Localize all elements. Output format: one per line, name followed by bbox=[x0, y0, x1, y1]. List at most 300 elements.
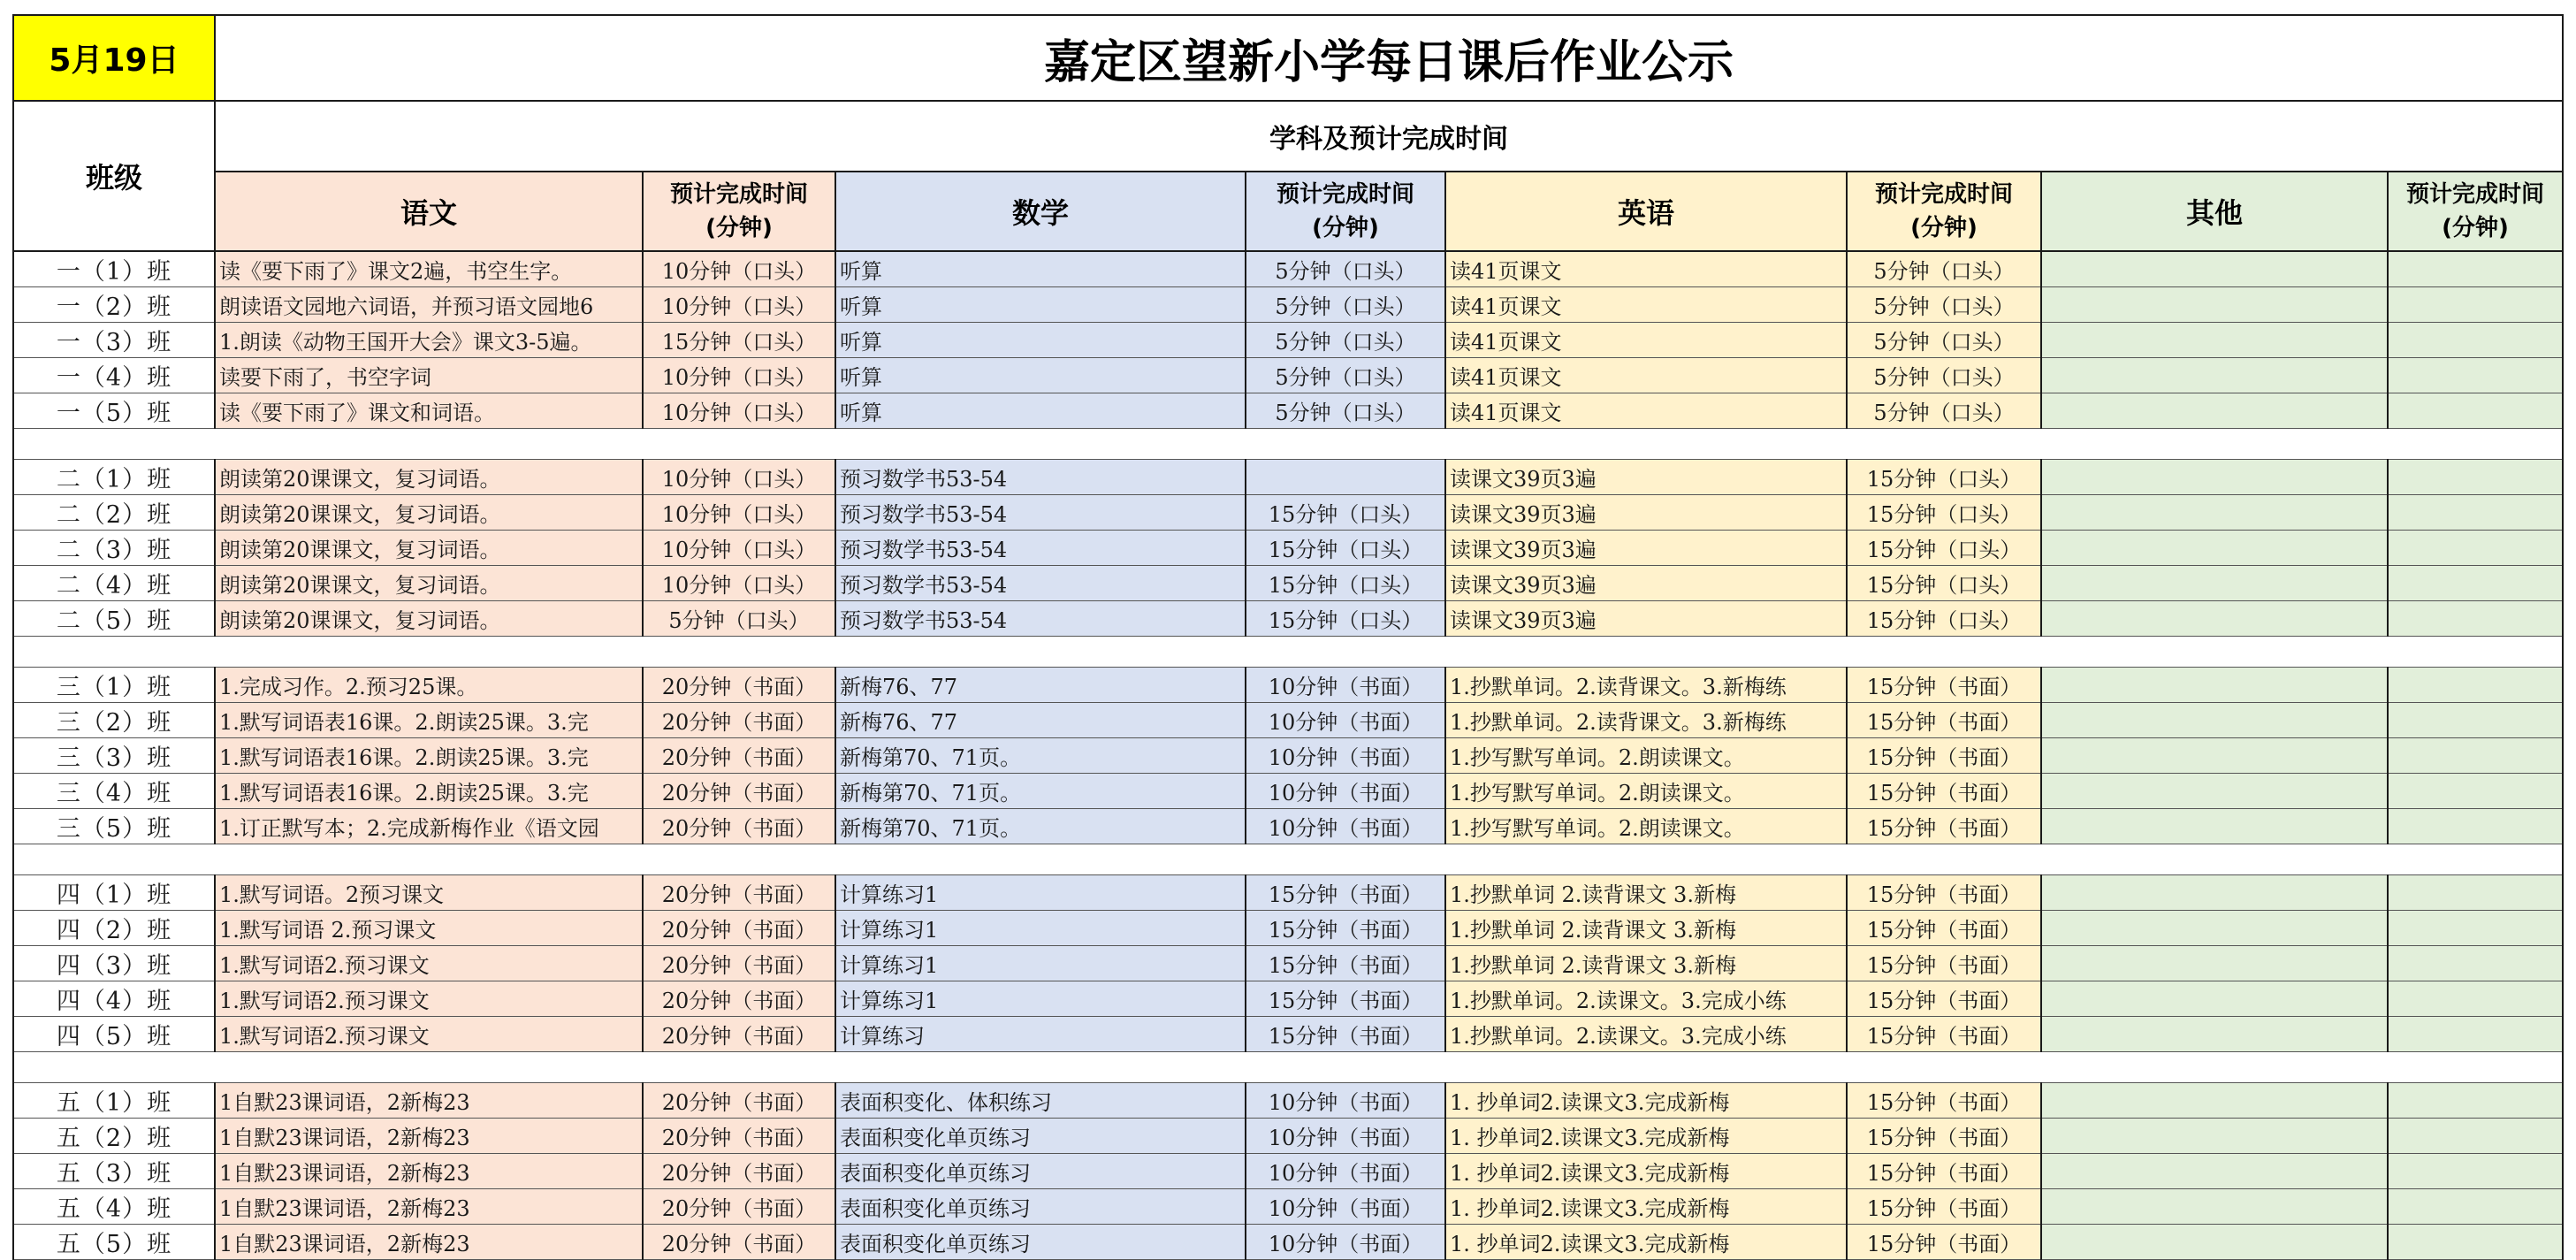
english-time-cell: 15分钟（书面） bbox=[1847, 738, 2041, 774]
chinese-homework-cell: 1自默23课词语，2新梅23 bbox=[215, 1083, 643, 1119]
english-homework-cell: 1.抄默单词 2.读背课文 3.新梅 bbox=[1445, 911, 1847, 946]
table-body bbox=[13, 251, 2563, 1260]
other-homework-cell bbox=[2041, 1225, 2388, 1260]
chinese-homework-cell: 1.完成习作。2.预习25课。 bbox=[215, 668, 643, 703]
chinese-time-cell: 10分钟（口头） bbox=[643, 358, 835, 393]
separator-cell bbox=[1445, 1052, 1847, 1083]
math-time-cell: 10分钟（书面） bbox=[1246, 1119, 1445, 1154]
separator-cell bbox=[215, 429, 643, 460]
math-homework-cell: 计算练习1 bbox=[835, 911, 1246, 946]
math-time-cell: 15分钟（口头） bbox=[1246, 566, 1445, 601]
english-time-cell: 5分钟（口头） bbox=[1847, 393, 2041, 429]
table-row bbox=[13, 1083, 2563, 1119]
separator-cell bbox=[1246, 844, 1445, 875]
table-row bbox=[13, 566, 2563, 601]
english-homework-cell: 读课文39页3遍 bbox=[1445, 601, 1847, 637]
class-cell: 三（1）班 bbox=[13, 668, 215, 703]
math-homework-cell: 预习数学书53-54 bbox=[835, 460, 1246, 495]
grade-separator-row bbox=[13, 1052, 2563, 1083]
other-time-cell bbox=[2388, 1119, 2563, 1154]
class-cell: 三（3）班 bbox=[13, 738, 215, 774]
class-cell: 二（1）班 bbox=[13, 460, 215, 495]
english-homework-cell: 1.抄写默写单词。2.朗读课文。 bbox=[1445, 774, 1847, 809]
math-homework-cell: 计算练习1 bbox=[835, 875, 1246, 911]
separator-cell bbox=[1445, 429, 1847, 460]
math-time-cell: 5分钟（口头） bbox=[1246, 393, 1445, 429]
class-cell: 一（1）班 bbox=[13, 251, 215, 287]
chinese-time-cell: 20分钟（书面） bbox=[643, 946, 835, 981]
other-homework-cell bbox=[2041, 601, 2388, 637]
english-time-cell: 15分钟（书面） bbox=[1847, 1154, 2041, 1189]
separator-cell bbox=[1847, 844, 2041, 875]
other-time-cell bbox=[2388, 495, 2563, 531]
time-header-line1: 预计完成时间 bbox=[669, 181, 808, 208]
table-row bbox=[13, 1119, 2563, 1154]
chinese-homework-cell: 1.默写词语 2.预习课文 bbox=[215, 911, 643, 946]
class-cell: 四（4）班 bbox=[13, 981, 215, 1017]
other-homework-cell bbox=[2041, 809, 2388, 844]
chinese-homework-cell: 1自默23课词语，2新梅23 bbox=[215, 1119, 643, 1154]
separator-cell bbox=[1445, 637, 1847, 668]
grade-separator-row bbox=[13, 844, 2563, 875]
math-time-cell: 15分钟（书面） bbox=[1246, 946, 1445, 981]
english-homework-cell: 1. 抄单词2.读课文3.完成新梅 bbox=[1445, 1154, 1847, 1189]
math-time-cell: 15分钟（书面） bbox=[1246, 911, 1445, 946]
math-time-cell: 10分钟（书面） bbox=[1246, 1083, 1445, 1119]
chinese-homework-cell: 1.默写词语2.预习课文 bbox=[215, 981, 643, 1017]
english-homework-cell: 1.抄写默写单词。2.朗读课文。 bbox=[1445, 809, 1847, 844]
class-cell: 三（4）班 bbox=[13, 774, 215, 809]
english-time-cell: 15分钟（口头） bbox=[1847, 495, 2041, 531]
separator-cell bbox=[835, 1052, 1246, 1083]
class-cell: 四（5）班 bbox=[13, 1017, 215, 1052]
english-time-cell: 15分钟（书面） bbox=[1847, 809, 2041, 844]
other-homework-cell bbox=[2041, 495, 2388, 531]
chinese-homework-cell: 朗读第20课课文，复习词语。 bbox=[215, 460, 643, 495]
other-time-cell bbox=[2388, 946, 2563, 981]
class-cell: 五（1）班 bbox=[13, 1083, 215, 1119]
separator-cell bbox=[215, 637, 643, 668]
math-homework-cell: 计算练习1 bbox=[835, 946, 1246, 981]
chinese-homework-cell: 1.默写词语表16课。2.朗读25课。3.完 bbox=[215, 738, 643, 774]
table-row bbox=[13, 1189, 2563, 1225]
chinese-homework-cell: 1.默写词语2.预习课文 bbox=[215, 1017, 643, 1052]
chinese-time-cell: 20分钟（书面） bbox=[643, 668, 835, 703]
chinese-time-cell: 10分钟（口头） bbox=[643, 393, 835, 429]
separator-cell bbox=[2041, 429, 2388, 460]
separator-cell bbox=[835, 844, 1246, 875]
math-time-cell: 10分钟（书面） bbox=[1246, 668, 1445, 703]
other-time-cell bbox=[2388, 809, 2563, 844]
other-homework-cell bbox=[2041, 566, 2388, 601]
english-homework-cell: 1. 抄单词2.读课文3.完成新梅 bbox=[1445, 1189, 1847, 1225]
time-header-line2: (分钟) bbox=[705, 215, 773, 241]
math-homework-cell: 听算 bbox=[835, 287, 1246, 323]
other-homework-cell bbox=[2041, 531, 2388, 566]
table-row bbox=[13, 911, 2563, 946]
math-time-cell: 15分钟（书面） bbox=[1246, 981, 1445, 1017]
table-row bbox=[13, 668, 2563, 703]
other-homework-cell bbox=[2041, 875, 2388, 911]
chinese-homework-cell: 1.默写词语2.预习课文 bbox=[215, 946, 643, 981]
class-cell: 二（3）班 bbox=[13, 531, 215, 566]
separator-cell bbox=[1246, 1052, 1445, 1083]
math-homework-cell: 新梅第70、71页。 bbox=[835, 774, 1246, 809]
english-time-cell: 15分钟（书面） bbox=[1847, 1189, 2041, 1225]
other-homework-cell bbox=[2041, 1017, 2388, 1052]
math-time-cell: 10分钟（书面） bbox=[1246, 1154, 1445, 1189]
chinese-time-cell: 20分钟（书面） bbox=[643, 809, 835, 844]
class-cell: 三（5）班 bbox=[13, 809, 215, 844]
english-time-cell: 5分钟（口头） bbox=[1847, 251, 2041, 287]
english-time-cell: 15分钟（书面） bbox=[1847, 668, 2041, 703]
math-homework-cell: 表面积变化单页练习 bbox=[835, 1225, 1246, 1260]
math-homework-cell: 表面积变化单页练习 bbox=[835, 1189, 1246, 1225]
math-time-cell bbox=[1246, 460, 1445, 495]
other-homework-cell bbox=[2041, 251, 2388, 287]
english-homework-cell: 读课文39页3遍 bbox=[1445, 566, 1847, 601]
math-homework-cell: 表面积变化单页练习 bbox=[835, 1154, 1246, 1189]
chinese-time-cell: 5分钟（口头） bbox=[643, 601, 835, 637]
other-time-cell bbox=[2388, 1189, 2563, 1225]
separator-cell bbox=[643, 844, 835, 875]
separator-cell bbox=[1847, 1052, 2041, 1083]
grade-separator-row bbox=[13, 637, 2563, 668]
chinese-time-cell: 20分钟（书面） bbox=[643, 1017, 835, 1052]
time-header-line1: 预计完成时间 bbox=[1874, 181, 2013, 208]
chinese-time-cell: 20分钟（书面） bbox=[643, 911, 835, 946]
math-homework-cell: 预习数学书53-54 bbox=[835, 495, 1246, 531]
chinese-time-cell: 15分钟（口头） bbox=[643, 323, 835, 358]
math-homework-cell: 新梅76、77 bbox=[835, 703, 1246, 738]
math-time-cell: 5分钟（口头） bbox=[1246, 358, 1445, 393]
english-time-cell: 15分钟（书面） bbox=[1847, 911, 2041, 946]
english-time-cell: 5分钟（口头） bbox=[1847, 323, 2041, 358]
chinese-homework-cell: 朗读第20课课文，复习词语。 bbox=[215, 566, 643, 601]
other-homework-cell bbox=[2041, 668, 2388, 703]
other-time-cell bbox=[2388, 358, 2563, 393]
math-homework-cell: 听算 bbox=[835, 358, 1246, 393]
english-time-cell: 15分钟（书面） bbox=[1847, 1225, 2041, 1260]
other-time-cell bbox=[2388, 460, 2563, 495]
separator-cell bbox=[1847, 429, 2041, 460]
separator-cell bbox=[215, 1052, 643, 1083]
separator-cell bbox=[2388, 844, 2563, 875]
english-homework-cell: 1.抄默单词。2.读课文。3.完成小练 bbox=[1445, 1017, 1847, 1052]
english-time-cell: 15分钟（口头） bbox=[1847, 531, 2041, 566]
table-row bbox=[13, 287, 2563, 323]
chinese-time-cell: 20分钟（书面） bbox=[643, 774, 835, 809]
separator-cell bbox=[643, 429, 835, 460]
other-time-cell bbox=[2388, 875, 2563, 911]
math-homework-cell: 听算 bbox=[835, 323, 1246, 358]
separator-cell bbox=[1246, 637, 1445, 668]
class-cell: 四（1）班 bbox=[13, 875, 215, 911]
time-header-line2: (分钟) bbox=[1312, 215, 1379, 241]
english-time-cell: 15分钟（口头） bbox=[1847, 460, 2041, 495]
other-homework-cell bbox=[2041, 460, 2388, 495]
chinese-homework-cell: 1.订正默写本；2.完成新梅作业《语文园 bbox=[215, 809, 643, 844]
math-homework-cell: 预习数学书53-54 bbox=[835, 601, 1246, 637]
separator-cell bbox=[2388, 429, 2563, 460]
english-time-cell: 5分钟（口头） bbox=[1847, 287, 2041, 323]
english-homework-cell: 1.抄默单词。2.读背课文。3.新梅练 bbox=[1445, 703, 1847, 738]
other-time-cell bbox=[2388, 287, 2563, 323]
table-row bbox=[13, 703, 2563, 738]
english-time-cell: 15分钟（书面） bbox=[1847, 703, 2041, 738]
table-row bbox=[13, 358, 2563, 393]
table-row bbox=[13, 393, 2563, 429]
chinese-time-cell: 20分钟（书面） bbox=[643, 981, 835, 1017]
math-time-cell: 5分钟（口头） bbox=[1246, 323, 1445, 358]
math-homework-cell: 新梅第70、71页。 bbox=[835, 809, 1246, 844]
other-homework-cell bbox=[2041, 738, 2388, 774]
math-time-cell: 10分钟（书面） bbox=[1246, 703, 1445, 738]
english-homework-cell: 读41页课文 bbox=[1445, 323, 1847, 358]
time-header-line2: (分钟) bbox=[1910, 215, 1978, 241]
english-homework-cell: 读41页课文 bbox=[1445, 251, 1847, 287]
english-homework-cell: 1. 抄单词2.读课文3.完成新梅 bbox=[1445, 1225, 1847, 1260]
math-time-cell: 15分钟（口头） bbox=[1246, 531, 1445, 566]
math-homework-cell: 表面积变化、体积练习 bbox=[835, 1083, 1246, 1119]
separator-cell bbox=[1445, 844, 1847, 875]
separator-cell bbox=[215, 844, 643, 875]
class-cell: 二（4）班 bbox=[13, 566, 215, 601]
table-row bbox=[13, 251, 2563, 287]
other-time-cell bbox=[2388, 1017, 2563, 1052]
time-header-line1: 预计完成时间 bbox=[2406, 181, 2545, 208]
math-time-cell: 10分钟（书面） bbox=[1246, 774, 1445, 809]
english-time-cell: 15分钟（口头） bbox=[1847, 566, 2041, 601]
chinese-homework-cell: 读《要下雨了》课文和词语。 bbox=[215, 393, 643, 429]
english-homework-cell: 1. 抄单词2.读课文3.完成新梅 bbox=[1445, 1119, 1847, 1154]
english-homework-cell: 1.抄默单词。2.读背课文。3.新梅练 bbox=[1445, 668, 1847, 703]
homework-table bbox=[12, 14, 2564, 1260]
english-homework-cell: 读课文39页3遍 bbox=[1445, 460, 1847, 495]
chinese-homework-cell: 1.默写词语。2预习课文 bbox=[215, 875, 643, 911]
chinese-homework-cell: 朗读第20课课文，复习词语。 bbox=[215, 495, 643, 531]
chinese-time-cell: 20分钟（书面） bbox=[643, 1225, 835, 1260]
other-time-cell bbox=[2388, 566, 2563, 601]
english-homework-cell: 1. 抄单词2.读课文3.完成新梅 bbox=[1445, 1083, 1847, 1119]
english-homework-cell: 读41页课文 bbox=[1445, 358, 1847, 393]
english-time-cell: 15分钟（书面） bbox=[1847, 981, 2041, 1017]
math-time-cell: 10分钟（书面） bbox=[1246, 1189, 1445, 1225]
table-row bbox=[13, 601, 2563, 637]
separator-cell bbox=[2041, 844, 2388, 875]
chinese-time-cell: 10分钟（口头） bbox=[643, 495, 835, 531]
separator-cell bbox=[2388, 637, 2563, 668]
class-cell: 五（2）班 bbox=[13, 1119, 215, 1154]
table-row bbox=[13, 981, 2563, 1017]
class-cell: 三（2）班 bbox=[13, 703, 215, 738]
class-cell: 五（3）班 bbox=[13, 1154, 215, 1189]
math-time-cell: 5分钟（口头） bbox=[1246, 287, 1445, 323]
chinese-header: 语文 bbox=[215, 172, 643, 251]
english-homework-cell: 读41页课文 bbox=[1445, 393, 1847, 429]
table-row bbox=[13, 1017, 2563, 1052]
english-time-cell: 15分钟（书面） bbox=[1847, 774, 2041, 809]
chinese-homework-cell: 朗读语文园地六词语，并预习语文园地6 bbox=[215, 287, 643, 323]
other-time-header bbox=[2388, 172, 2563, 251]
separator-cell bbox=[835, 637, 1246, 668]
class-cell: 一（4）班 bbox=[13, 358, 215, 393]
other-homework-cell bbox=[2041, 981, 2388, 1017]
other-homework-cell bbox=[2041, 946, 2388, 981]
separator-cell bbox=[13, 1052, 215, 1083]
english-homework-cell: 1.抄默单词 2.读背课文 3.新梅 bbox=[1445, 875, 1847, 911]
math-time-cell: 15分钟（口头） bbox=[1246, 601, 1445, 637]
math-homework-cell: 表面积变化单页练习 bbox=[835, 1119, 1246, 1154]
other-time-cell bbox=[2388, 1083, 2563, 1119]
class-cell: 一（2）班 bbox=[13, 287, 215, 323]
math-time-cell: 15分钟（书面） bbox=[1246, 1017, 1445, 1052]
english-time-cell: 15分钟（书面） bbox=[1847, 875, 2041, 911]
other-homework-cell bbox=[2041, 703, 2388, 738]
other-time-cell bbox=[2388, 1225, 2563, 1260]
other-homework-cell bbox=[2041, 774, 2388, 809]
other-homework-cell bbox=[2041, 1083, 2388, 1119]
chinese-homework-cell: 1.默写词语表16课。2.朗读25课。3.完 bbox=[215, 774, 643, 809]
class-cell: 四（3）班 bbox=[13, 946, 215, 981]
other-time-cell bbox=[2388, 1154, 2563, 1189]
chinese-homework-cell: 1.默写词语表16课。2.朗读25课。3.完 bbox=[215, 703, 643, 738]
page-title: 嘉定区望新小学每日课后作业公示 bbox=[215, 15, 2563, 101]
table-row bbox=[13, 531, 2563, 566]
class-cell: 四（2）班 bbox=[13, 911, 215, 946]
other-time-cell bbox=[2388, 601, 2563, 637]
grade-separator-row bbox=[13, 429, 2563, 460]
other-time-cell bbox=[2388, 531, 2563, 566]
chinese-homework-cell: 1自默23课词语，2新梅23 bbox=[215, 1154, 643, 1189]
separator-cell bbox=[1847, 637, 2041, 668]
math-homework-cell: 计算练习 bbox=[835, 1017, 1246, 1052]
english-time-cell: 15分钟（口头） bbox=[1847, 601, 2041, 637]
math-time-header bbox=[1246, 172, 1445, 251]
other-homework-cell bbox=[2041, 287, 2388, 323]
subject-group-header: 学科及预计完成时间 bbox=[215, 101, 2563, 172]
separator-cell bbox=[2041, 637, 2388, 668]
separator-cell bbox=[643, 1052, 835, 1083]
other-time-cell bbox=[2388, 774, 2563, 809]
english-time-cell: 15分钟（书面） bbox=[1847, 1083, 2041, 1119]
separator-cell bbox=[13, 429, 215, 460]
english-time-cell: 5分钟（口头） bbox=[1847, 358, 2041, 393]
english-homework-cell: 读课文39页3遍 bbox=[1445, 531, 1847, 566]
math-time-cell: 15分钟（书面） bbox=[1246, 875, 1445, 911]
english-homework-cell: 读41页课文 bbox=[1445, 287, 1847, 323]
separator-cell bbox=[835, 429, 1246, 460]
separator-cell bbox=[13, 637, 215, 668]
class-cell: 一（5）班 bbox=[13, 393, 215, 429]
chinese-time-cell: 20分钟（书面） bbox=[643, 875, 835, 911]
class-cell: 二（2）班 bbox=[13, 495, 215, 531]
chinese-homework-cell: 1.朗读《动物王国开大会》课文3-5遍。 bbox=[215, 323, 643, 358]
table-row bbox=[13, 875, 2563, 911]
english-time-cell: 15分钟（书面） bbox=[1847, 1119, 2041, 1154]
class-cell: 二（5）班 bbox=[13, 601, 215, 637]
chinese-homework-cell: 朗读第20课课文，复习词语。 bbox=[215, 531, 643, 566]
math-homework-cell: 听算 bbox=[835, 251, 1246, 287]
other-homework-cell bbox=[2041, 1154, 2388, 1189]
table-row bbox=[13, 1154, 2563, 1189]
english-time-cell: 15分钟（书面） bbox=[1847, 946, 2041, 981]
math-homework-cell: 听算 bbox=[835, 393, 1246, 429]
separator-cell bbox=[13, 844, 215, 875]
math-homework-cell: 计算练习1 bbox=[835, 981, 1246, 1017]
other-time-cell bbox=[2388, 738, 2563, 774]
chinese-time-cell: 10分钟（口头） bbox=[643, 287, 835, 323]
other-homework-cell bbox=[2041, 393, 2388, 429]
chinese-time-cell: 10分钟（口头） bbox=[643, 531, 835, 566]
other-homework-cell bbox=[2041, 1189, 2388, 1225]
homework-sheet bbox=[12, 14, 2562, 1260]
other-time-cell bbox=[2388, 911, 2563, 946]
math-homework-cell: 预习数学书53-54 bbox=[835, 566, 1246, 601]
math-time-cell: 10分钟（书面） bbox=[1246, 809, 1445, 844]
chinese-time-cell: 10分钟（口头） bbox=[643, 251, 835, 287]
chinese-time-cell: 20分钟（书面） bbox=[643, 1189, 835, 1225]
separator-cell bbox=[1246, 429, 1445, 460]
other-homework-cell bbox=[2041, 358, 2388, 393]
math-time-cell: 10分钟（书面） bbox=[1246, 738, 1445, 774]
table-row bbox=[13, 738, 2563, 774]
chinese-time-cell: 20分钟（书面） bbox=[643, 1154, 835, 1189]
table-row bbox=[13, 460, 2563, 495]
math-time-cell: 15分钟（口头） bbox=[1246, 495, 1445, 531]
table-row bbox=[13, 323, 2563, 358]
other-homework-cell bbox=[2041, 1119, 2388, 1154]
class-cell: 五（5）班 bbox=[13, 1225, 215, 1260]
time-header-line2: (分钟) bbox=[2442, 215, 2509, 241]
class-cell: 一（3）班 bbox=[13, 323, 215, 358]
class-header: 班级 bbox=[13, 101, 215, 251]
separator-cell bbox=[2388, 1052, 2563, 1083]
math-header: 数学 bbox=[835, 172, 1246, 251]
math-homework-cell: 预习数学书53-54 bbox=[835, 531, 1246, 566]
english-time-cell: 15分钟（书面） bbox=[1847, 1017, 2041, 1052]
english-time-header bbox=[1847, 172, 2041, 251]
math-time-cell: 10分钟（书面） bbox=[1246, 1225, 1445, 1260]
chinese-time-cell: 10分钟（口头） bbox=[643, 566, 835, 601]
chinese-homework-cell: 读《要下雨了》课文2遍，书空生字。 bbox=[215, 251, 643, 287]
class-cell: 五（4）班 bbox=[13, 1189, 215, 1225]
date-cell: 5月19日 bbox=[13, 15, 215, 101]
chinese-homework-cell: 1自默23课词语，2新梅23 bbox=[215, 1225, 643, 1260]
time-header-line1: 预计完成时间 bbox=[1276, 181, 1414, 208]
chinese-time-cell: 10分钟（口头） bbox=[643, 460, 835, 495]
other-time-cell bbox=[2388, 981, 2563, 1017]
other-time-cell bbox=[2388, 668, 2563, 703]
other-time-cell bbox=[2388, 251, 2563, 287]
chinese-time-cell: 20分钟（书面） bbox=[643, 1083, 835, 1119]
chinese-time-header bbox=[643, 172, 835, 251]
english-homework-cell: 1.抄写默写单词。2.朗读课文。 bbox=[1445, 738, 1847, 774]
math-homework-cell: 新梅76、77 bbox=[835, 668, 1246, 703]
chinese-time-cell: 20分钟（书面） bbox=[643, 1119, 835, 1154]
other-time-cell bbox=[2388, 703, 2563, 738]
chinese-homework-cell: 朗读第20课课文，复习词语。 bbox=[215, 601, 643, 637]
table-row bbox=[13, 1225, 2563, 1260]
math-homework-cell: 新梅第70、71页。 bbox=[835, 738, 1246, 774]
chinese-time-cell: 20分钟（书面） bbox=[643, 738, 835, 774]
english-header: 英语 bbox=[1445, 172, 1847, 251]
other-homework-cell bbox=[2041, 323, 2388, 358]
english-homework-cell: 1.抄默单词 2.读背课文 3.新梅 bbox=[1445, 946, 1847, 981]
math-time-cell: 5分钟（口头） bbox=[1246, 251, 1445, 287]
separator-cell bbox=[2041, 1052, 2388, 1083]
other-time-cell bbox=[2388, 323, 2563, 358]
